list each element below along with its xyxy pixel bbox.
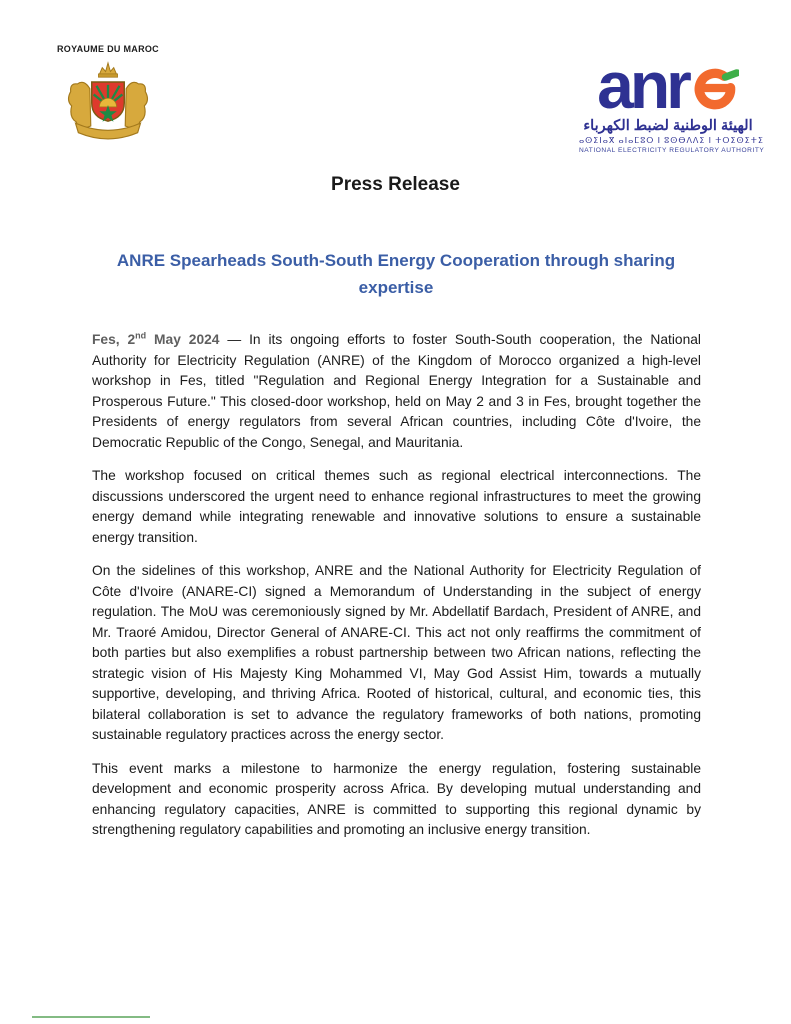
anre-arabic-name: الهيئة الوطنية لضبط الكهرباء	[583, 118, 753, 134]
morocco-coat-of-arms-icon	[60, 60, 156, 148]
dateline-separator: —	[219, 332, 250, 347]
anre-tifinagh-name: ⴰⵙⵉⵏⴰⴳ ⴰⵏⴰⵎⵓⵔ ⵏ ⵓⵙⴱⴷⴷⵉ ⵏ ⵜⵔⵉⵙⵉⵜⵉ	[579, 135, 764, 145]
anre-wordmark-text: anr	[597, 48, 688, 122]
document-title: Press Release	[331, 174, 460, 195]
kingdom-label: ROYAUME DU MAROC	[57, 44, 159, 54]
headline: ANRE Spearheads South-South Energy Cooperation through sharing expertise	[116, 251, 676, 298]
dateline: Fes, 2nd May 2024	[92, 330, 220, 347]
body-text	[92, 330, 701, 854]
paragraph-1-text: In its ongoing efforts to foster South-South cooperation, the National Authority for Electricity Regulation (ANRE) of the Kingdom of Morocco organized a high-level workshop in Fes, titled "Regulation and Regional Energy Integration for a Sustainable and Prosperous Future." This closed-door workshop, held on May 2 and 3 in Fes, brought together the Presidents of energy regulators from several African countries, including Côte d'Ivoire, the Democratic Republic of the Congo, Senegal, and Mauritania.	[92, 332, 701, 450]
anre-english-name: NATIONAL ELECTRICITY REGULATORY AUTHORITY	[579, 147, 765, 155]
paragraph-2: The workshop focused on critical themes such as regional electrical interconnections. The discussions underscored the urgent need to enhance regional infrastructures to meet the growing energy demand while integrating renewable and innovative solutions to ensure a sustainable energy transition.	[92, 468, 701, 545]
paragraph-1	[92, 330, 701, 453]
anre-e-power-icon	[691, 64, 739, 112]
kingdom-block	[50, 44, 166, 148]
anre-wordmark	[579, 48, 757, 122]
footer-rule	[32, 1016, 150, 1018]
paragraph-3: On the sidelines of this workshop, ANRE and the National Authority for Electricity Regulation of Côte d'Ivoire (ANARE-CI) signed a Memorandum of Understanding in the subject of energy regulation. The MoU was ceremoniously signed by Mr. Abdellatif Bardach, President of ANRE, and Mr. Traoré Amidou, Director General of ANARE-CI. This act not only reaffirms the commitment of both parties but also exemplifies a robust partnership between two African nations, reflecting the strategic vision of His Majesty King Mohammed VI, May God Assist Him, towards a mutually supportive, developing, and thriving Africa. Rooted of historical, cultural, and economic ties, this bilateral collaboration is set to advance the regulatory frameworks of both nations, promoting sustainable regulatory practices across the energy sector.	[92, 563, 701, 742]
paragraph-4: This event marks a milestone to harmonize the energy regulation, fostering sustainable development and economic prosperity across Africa. By developing mutual understanding and enhancing regulatory capacities, ANRE is committed to supporting this regional dynamic by strengthening regulatory capabilities and promoting an inclusive energy transition.	[92, 760, 701, 837]
anre-logo-block	[579, 48, 765, 155]
